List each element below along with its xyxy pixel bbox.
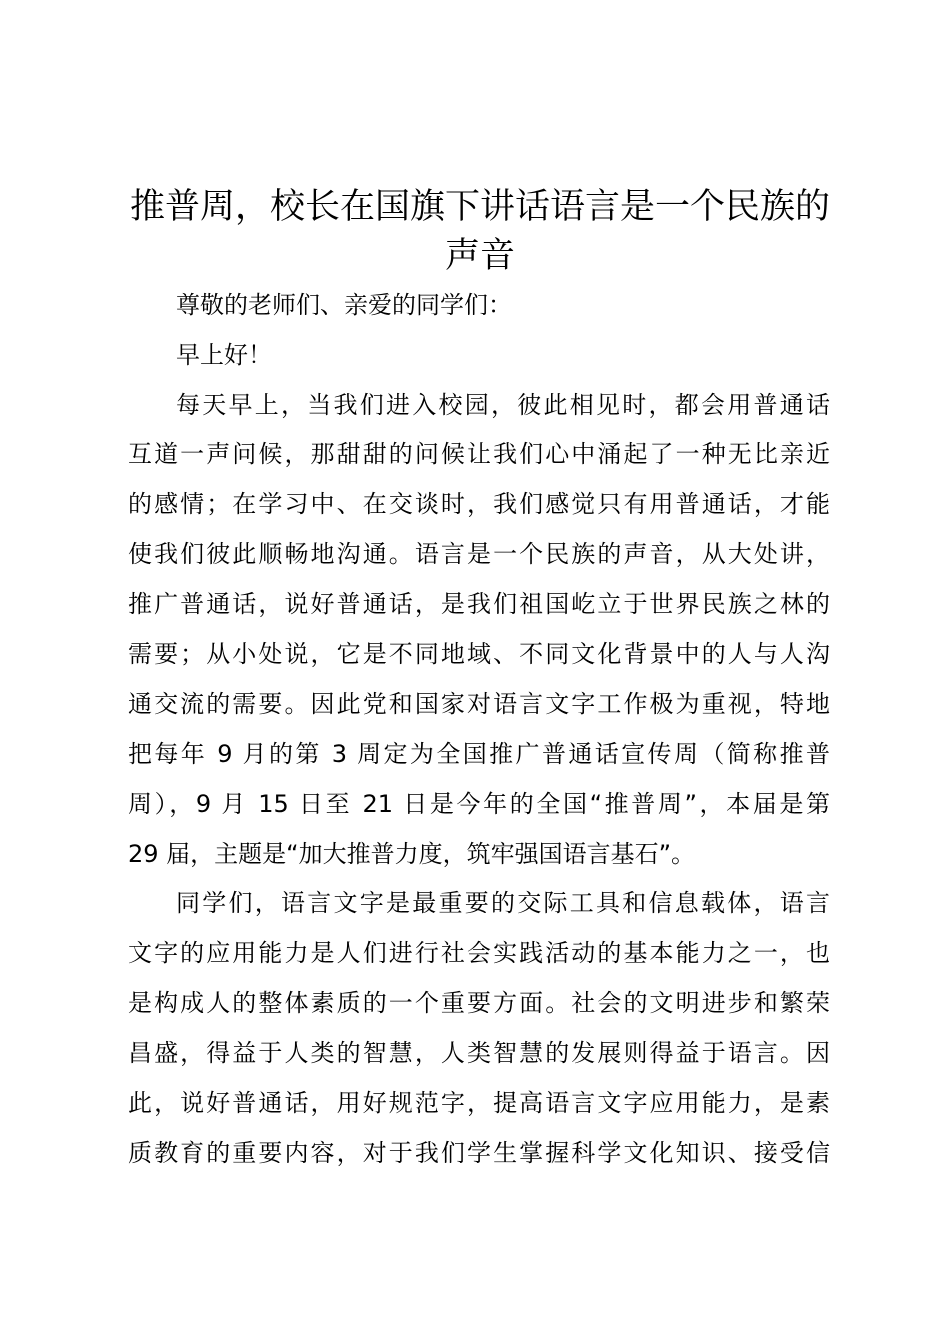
- paragraph-1-line-4: 使我们彼此顺畅地沟通。语言是一个民族的声音，从大处讲，: [128, 540, 830, 568]
- paragraph-2-line-5: 此，说好普通话，用好规范字，提高语言文字应用能力，是素: [128, 1089, 830, 1117]
- paragraph-1-line-2: 互道一声问候，那甜甜的问候让我们心中涌起了一种无比亲近: [128, 440, 830, 468]
- paragraph-2-line-3: 是构成人的整体素质的一个重要方面。社会的文明进步和繁荣: [128, 989, 830, 1017]
- document-title-line-1: 推普周，校长在国旗下讲话语言是一个民族的: [129, 187, 830, 227]
- paragraph-1-line-6: 需要；从小处说，它是不同地域、不同文化背景中的人与人沟: [128, 640, 830, 668]
- paragraph-1-line-7: 通交流的需要。因此党和国家对语言文字工作极为重视，特地: [128, 690, 830, 718]
- greeting: 早上好！: [176, 341, 272, 369]
- paragraph-1-line-1: 每天早上，当我们进入校园，彼此相见时，都会用普通话: [176, 391, 830, 419]
- paragraph-2-line-1: 同学们，语言文字是最重要的交际工具和信息载体，语言: [176, 889, 830, 917]
- paragraph-1-line-10: 29 届，主题是“加大推普力度，筑牢强国语言基石”。: [128, 840, 696, 868]
- paragraph-1-line-5: 推广普通话，说好普通话，是我们祖国屹立于世界民族之林的: [128, 590, 830, 618]
- paragraph-1-line-9: 周），9 月 15 日至 21 日是今年的全国“推普周”，本届是第: [128, 790, 830, 818]
- paragraph-2-line-2: 文字的应用能力是人们进行社会实践活动的基本能力之一，也: [128, 939, 830, 967]
- document-title-line-2: 声音: [444, 236, 515, 276]
- paragraph-2-line-6: 质教育的重要内容，对于我们学生掌握科学文化知识、接受信: [128, 1139, 830, 1167]
- paragraph-1-line-8: 把每年 9 月的第 3 周定为全国推广普通话宣传周（简称推普: [128, 740, 830, 768]
- paragraph-2-line-4: 昌盛，得益于人类的智慧，人类智慧的发展则得益于语言。因: [128, 1039, 830, 1067]
- paragraph-1-line-3: 的感情；在学习中、在交谈时，我们感觉只有用普通话，才能: [128, 490, 830, 518]
- salutation: 尊敬的老师们、亲爱的同学们：: [176, 291, 512, 319]
